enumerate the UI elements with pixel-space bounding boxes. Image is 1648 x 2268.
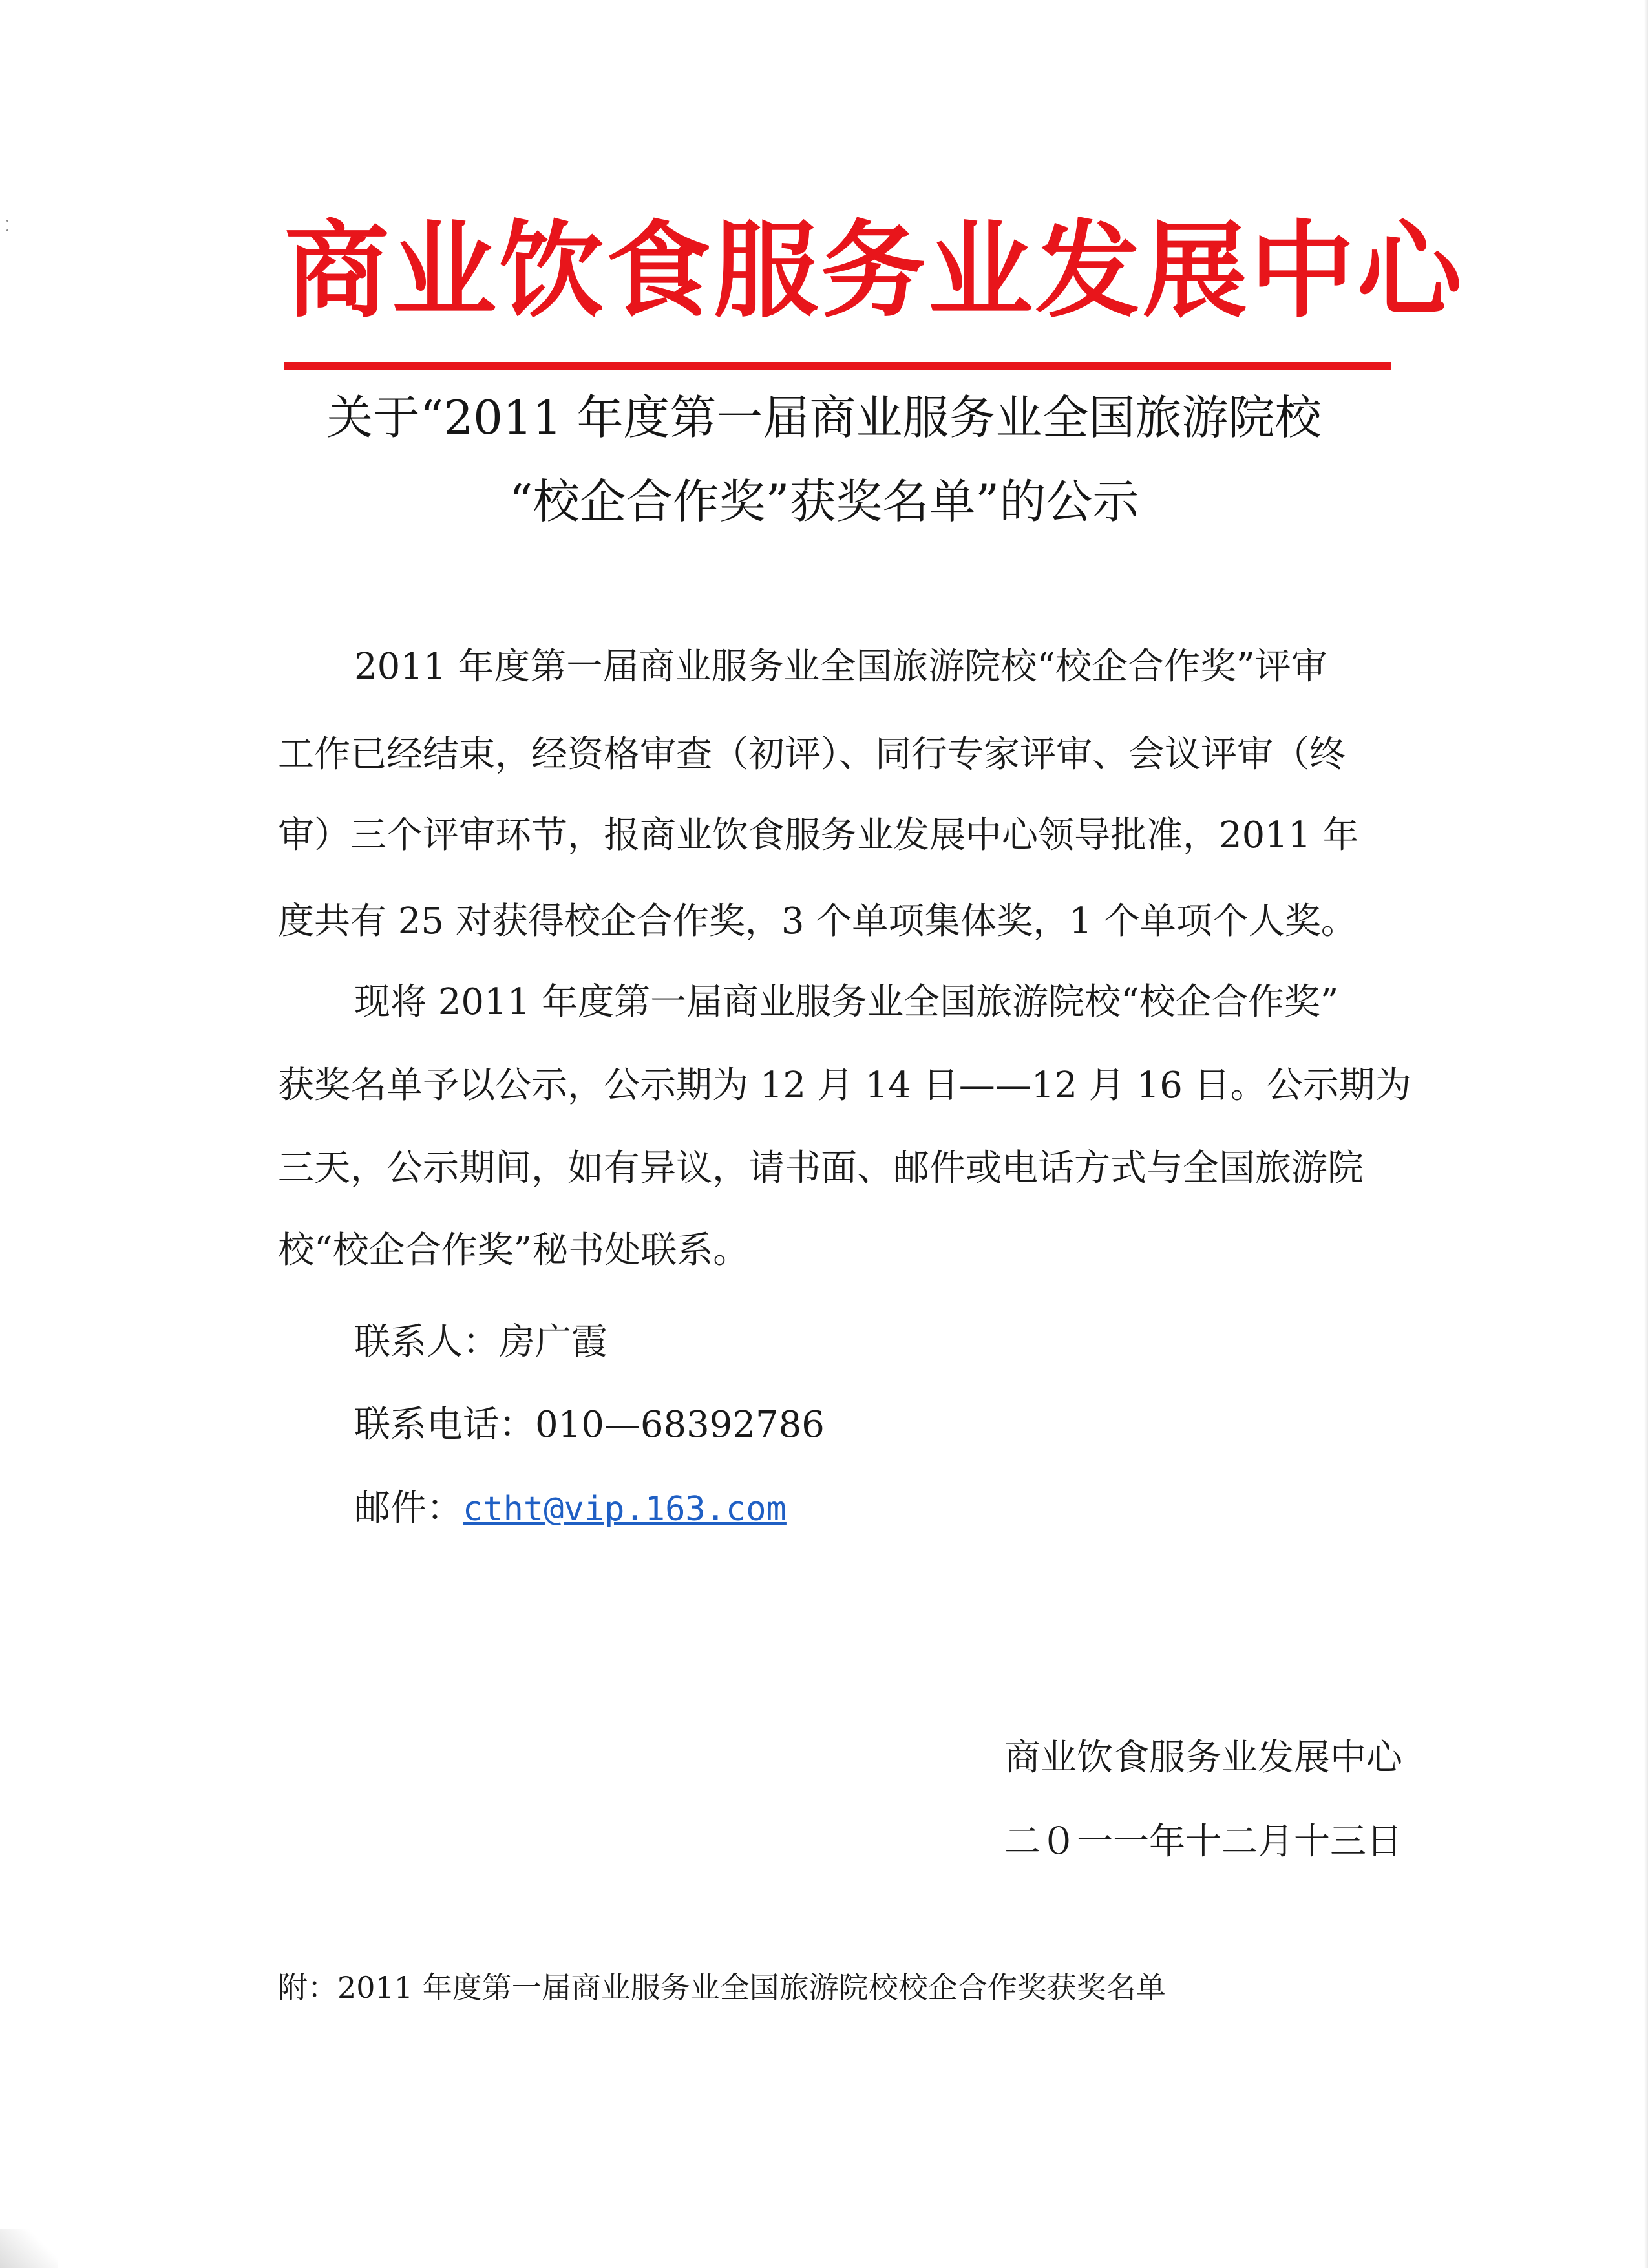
paragraph-1-line-1: 2011 年度第一届商业服务业全国旅游院校“校企合作奖”评审 bbox=[354, 646, 1327, 688]
contact-email-line bbox=[354, 1483, 1401, 1535]
paragraph-1-line-2: 工作已经结束，经资格审查（初评）、同行专家评审、会议评审（终 bbox=[278, 734, 1346, 776]
scan-edge bbox=[1644, 0, 1648, 2268]
paragraph-1-line-3: 审）三个评审环节，报商业饮食服务业发展中心领导批准，2011 年 bbox=[278, 814, 1359, 856]
paragraph-2-line-1: 现将 2011 年度第一届商业服务业全国旅游院校“校企合作奖” bbox=[354, 981, 1339, 1023]
scan-corner-shadow bbox=[0, 2229, 58, 2268]
notice-title-line-1: 关于“2011 年度第一届商业服务业全国旅游院校 bbox=[326, 390, 1322, 445]
contact-phone: 联系电话：010—68392786 bbox=[354, 1404, 825, 1446]
scan-specks bbox=[6, 220, 12, 243]
signature-date: 二０一一年十二月十三日 bbox=[1004, 1821, 1402, 1863]
paragraph-2-line-4: 校“校企合作奖”秘书处联系。 bbox=[278, 1229, 750, 1271]
paragraph-1-line-4: 度共有 25 对获得校企合作奖，3 个单项集体奖，1 个单项个人奖。 bbox=[278, 900, 1357, 942]
attachment-note: 附：2011 年度第一届商业服务业全国旅游院校校企合作奖获奖名单 bbox=[278, 1970, 1166, 2005]
signature-org: 商业饮食服务业发展中心 bbox=[1004, 1737, 1402, 1779]
notice-title-line-2: “校企合作奖”获奖名单”的公示 bbox=[509, 474, 1139, 529]
email-label: 邮件： bbox=[354, 1487, 463, 1529]
letterhead-red-rule bbox=[284, 362, 1391, 370]
letterhead-title: 商业饮食服务业发展中心 bbox=[284, 211, 1464, 332]
paragraph-2-line-2: 获奖名单予以公示，公示期为 12 月 14 日——12 月 16 日。公示期为 bbox=[278, 1065, 1411, 1107]
contact-person: 联系人：房广霞 bbox=[354, 1321, 607, 1363]
email-link[interactable]: ctht@vip.163.com bbox=[463, 1490, 787, 1529]
paragraph-2-line-3: 三天，公示期间，如有异议，请书面、邮件或电话方式与全国旅游院 bbox=[278, 1147, 1364, 1189]
